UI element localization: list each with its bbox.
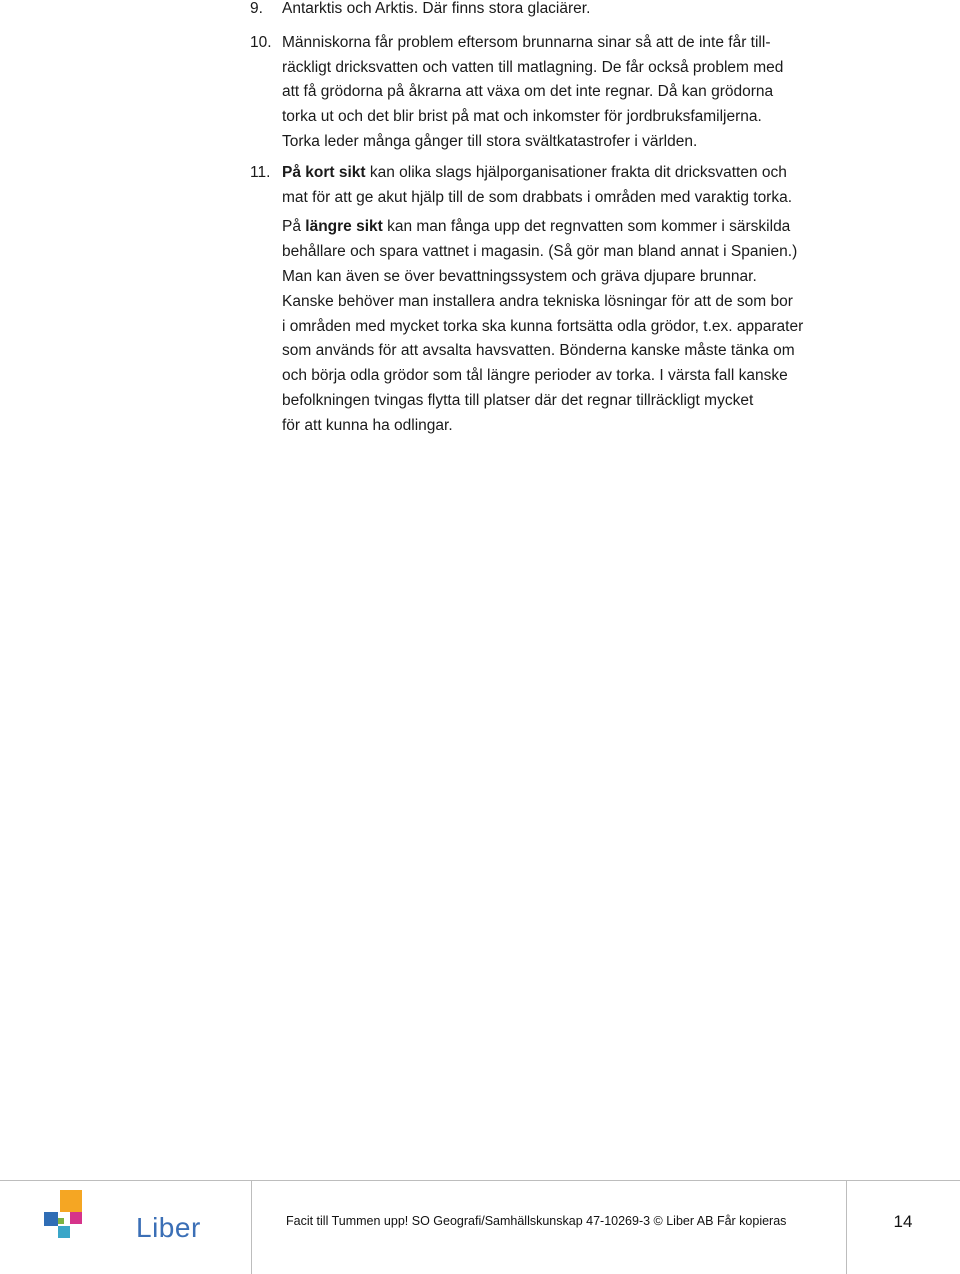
text-line: På kort sikt kan olika slags hjälporganisationer frakta dit dricksvatten och <box>282 163 787 181</box>
page-number: 14 <box>893 1212 913 1231</box>
text-line: för att kunna ha odlingar. <box>282 416 453 434</box>
copyright-credit: Facit till Tummen upp! SO Geografi/Samhällskunskap 47-10269-3 © Liber AB Får kopieras <box>286 1214 787 1228</box>
long-term-paragraph <box>282 215 850 438</box>
text-line: i områden med mycket torka ska kunna fortsätta odla grödor, t.ex. apparater <box>282 317 804 335</box>
text-line: som används för att avsalta havsvatten. Bönderna kanske måste tänka om <box>282 342 795 360</box>
short-term-paragraph <box>282 161 850 211</box>
text-line: Kanske behöver man installera andra tekniska lösningar för att de som bor <box>282 292 793 310</box>
liber-logo-icon <box>44 1190 92 1246</box>
answer-number: 10. <box>250 33 272 51</box>
text-line: mat för att ge akut hjälp till de som drabbats i områden med varaktig torka. <box>282 188 793 206</box>
footer-separator-left <box>251 1180 252 1274</box>
text-line: och börja odla grödor som tål längre perioder av torka. I värsta fall kanske <box>282 367 788 385</box>
footer-separator-right <box>846 1180 847 1274</box>
text-line: räckligt dricksvatten och vatten till matlagning. De får också problem med <box>282 58 784 76</box>
answer-text <box>282 0 850 22</box>
bold-term: På kort sikt <box>282 163 366 181</box>
text-line: torka ut och det blir brist på mat och inkomster för jordbruksfamiljerna. <box>282 108 762 126</box>
liber-logo <box>44 1190 201 1246</box>
page-footer <box>0 1180 960 1274</box>
answer-number: 11. <box>250 163 271 181</box>
bold-term: längre sikt <box>305 218 383 236</box>
text-line: Människorna får problem eftersom brunnarna sinar så att de inte får till- <box>282 33 771 51</box>
text-line: Man kan även se över bevattningssystem och gräva djupare brunnar. <box>282 267 757 285</box>
answer-10 <box>250 31 850 155</box>
footer-divider <box>0 1180 960 1181</box>
text-line: befolkningen tvingas flytta till platser där det regnar tillräckligt mycket <box>282 391 754 409</box>
text-line: att få grödorna på åkrarna att växa om det inte regnar. Då kan grödorna <box>282 83 774 101</box>
answer-number: 9. <box>250 0 263 17</box>
text-line: Antarktis och Arktis. Där finns stora glaciärer. <box>282 0 591 17</box>
logo-wordmark: Liber <box>136 1212 201 1243</box>
text-line: På längre sikt kan man fånga upp det regnvatten som kommer i särskilda <box>282 218 791 236</box>
answer-11 <box>250 161 850 439</box>
answer-9 <box>250 0 850 22</box>
text-line: behållare och spara vattnet i magasin. (Så gör man bland annat i Spanien.) <box>282 243 798 261</box>
answer-text <box>282 31 850 155</box>
text-line: Torka leder många gånger till stora svältkatastrofer i världen. <box>282 132 698 150</box>
document-body <box>250 0 850 439</box>
